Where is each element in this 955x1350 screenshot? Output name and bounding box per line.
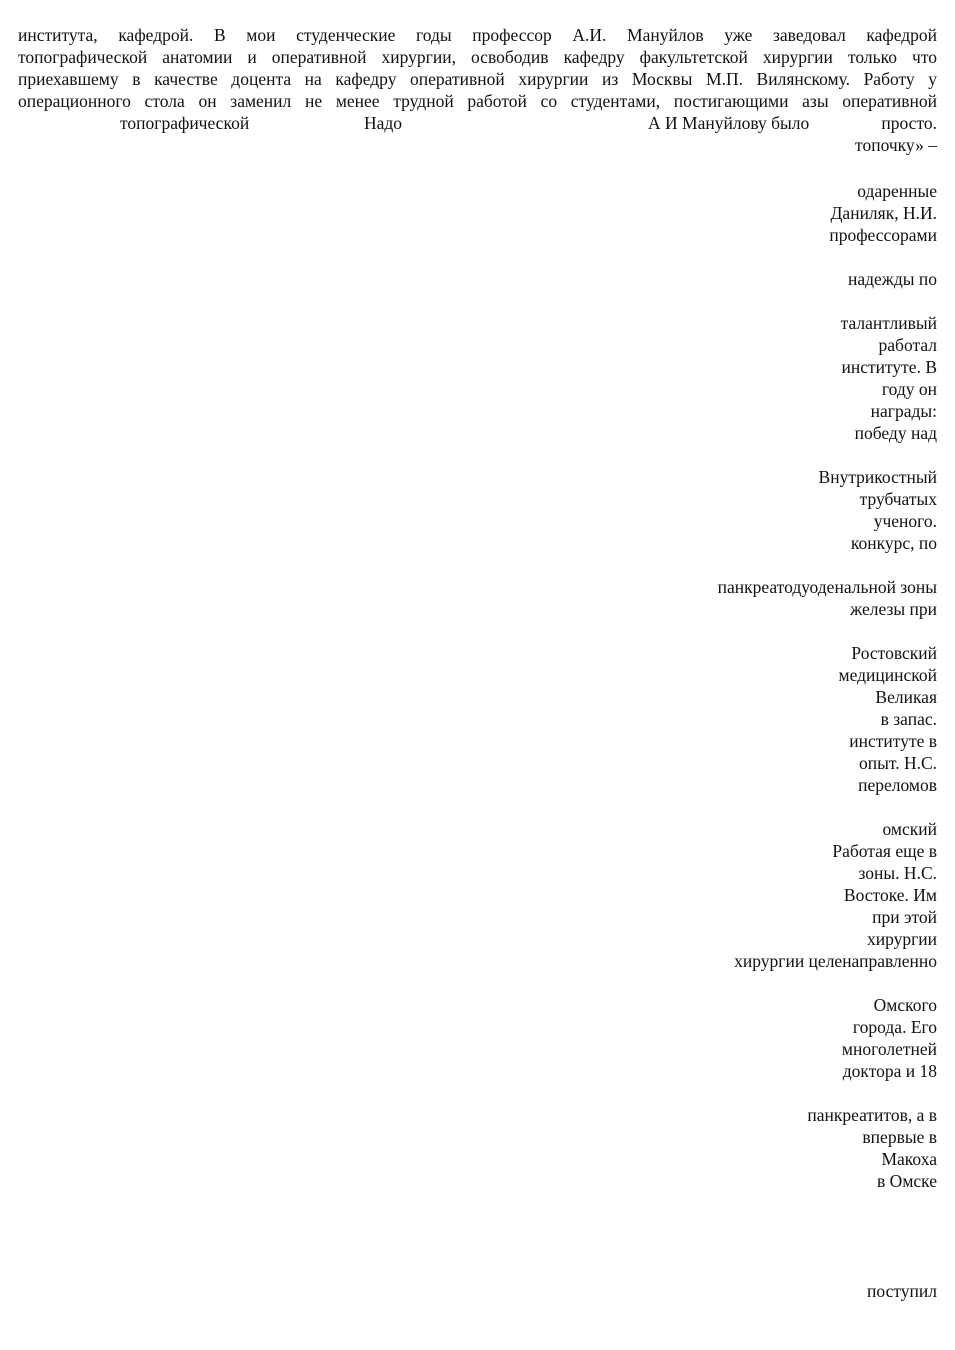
text-fragment: победу над xyxy=(854,423,937,443)
text-fragment: панкреатитов, а в xyxy=(807,1105,937,1125)
text-fragment: ученого. xyxy=(873,511,937,531)
text-fragment: Омского xyxy=(873,995,937,1015)
text-fragment: топочку» – xyxy=(855,135,937,155)
text-fragment: надежды по xyxy=(847,269,937,289)
text-fragment: Надо xyxy=(364,113,403,133)
text-fragment: Великая xyxy=(875,687,937,707)
text-fragment: топографической xyxy=(120,113,250,133)
text-fragment: панкреатодуоденальной зоны xyxy=(717,577,937,597)
text-fragment: Востоке. Им xyxy=(843,885,937,905)
text-fragment: институте. В xyxy=(841,357,937,377)
text-fragment: переломов xyxy=(858,775,937,795)
text-fragment: в Омске xyxy=(877,1171,937,1191)
text-fragment: хирургии целенаправленно xyxy=(734,951,937,971)
text-fragment: омский xyxy=(882,819,937,839)
text-fragment: просто. xyxy=(881,113,937,133)
text-fragment: медицинской xyxy=(838,665,937,685)
text-fragment: многолетней xyxy=(841,1039,937,1059)
text-fragment: трубчатых xyxy=(859,489,937,509)
text-line: операционного стола он заменил не менее трудной работой со студентами, постигающими азы оперативной xyxy=(18,91,937,111)
text-fragment: железы при xyxy=(850,599,937,619)
text-line: топографической анатомии и оперативной хирургии, освободив кафедру факультетской хирургии только что xyxy=(18,47,937,67)
text-fragment: при этой xyxy=(872,907,937,927)
text-fragment: работал xyxy=(878,335,937,355)
text-fragment: награды: xyxy=(870,401,937,421)
text-fragment: году он xyxy=(881,379,937,399)
text-fragment: впервые в xyxy=(862,1127,937,1147)
text-fragment: доктора и 18 xyxy=(842,1061,937,1081)
text-fragment: конкурс, по xyxy=(850,533,937,553)
text-fragment: поступил xyxy=(867,1281,937,1301)
text-fragment: А И Мануйлову было xyxy=(648,113,810,133)
text-line: приехавшему в качестве доцента на кафедру оперативной хирургии из Москвы М.П. Вилянскому. Работу у xyxy=(18,69,937,89)
paragraph-justified xyxy=(18,24,937,112)
text-fragment: зоны. Н.С. xyxy=(858,863,937,883)
text-fragment: Внутрикостный xyxy=(818,467,937,487)
text-fragment: города. Его xyxy=(852,1017,937,1037)
text-fragment: хирургии xyxy=(866,929,937,949)
text-fragment: Даниляк, Н.И. xyxy=(830,203,937,223)
text-line: института, кафедрой. В мои студенческие годы профессор А.И. Мануйлов уже заведовал кафедрой xyxy=(18,25,937,45)
text-fragment: Ростовский xyxy=(851,643,937,663)
text-fragment: профессорами xyxy=(829,225,937,245)
text-fragment: институте в xyxy=(849,731,937,751)
text-fragment: в запас. xyxy=(880,709,937,729)
text-fragment: Работая еще в xyxy=(832,841,937,861)
text-fragment: Макоха xyxy=(881,1149,937,1169)
text-fragment: одаренные xyxy=(857,181,937,201)
text-fragment: опыт. Н.С. xyxy=(858,753,937,773)
text-fragment: талантливый xyxy=(840,313,937,333)
